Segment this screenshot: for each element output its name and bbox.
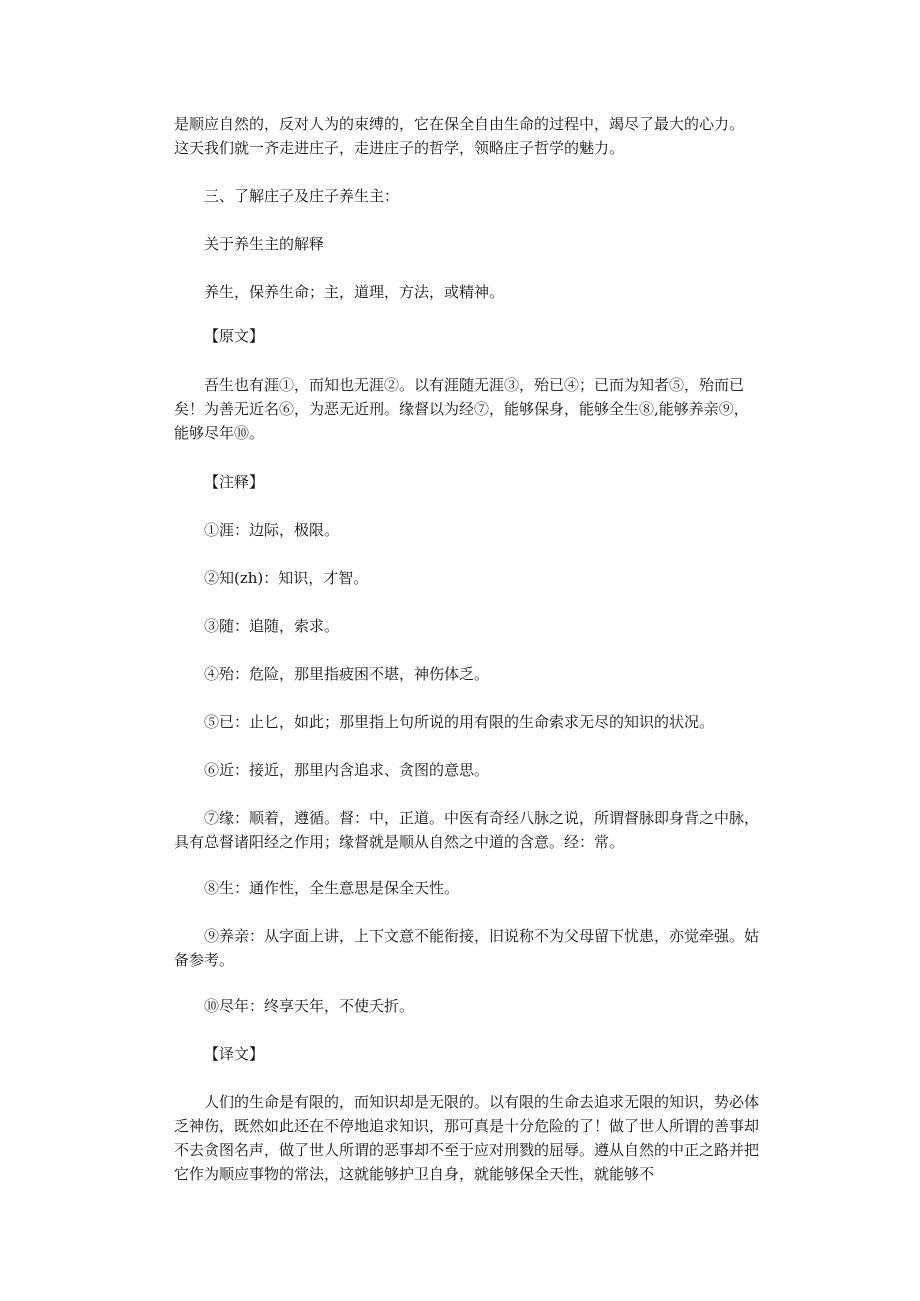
yiwen-heading: 【译文】 (204, 1045, 265, 1063)
note-4: ④殆：危险，那里指疲困不堪，神伤体乏。 (204, 665, 490, 683)
note-2: ②知(zh)：知识，才智。 (204, 569, 369, 587)
note-1: ①涯：边际，极限。 (204, 521, 340, 539)
note-5: ⑤已：止匕，如此；那里指上句所说的用有限的生命索求无尽的知识的状况。 (204, 713, 715, 731)
yuanwen-heading: 【原文】 (204, 327, 265, 345)
intro-line-2: 这天我们就一齐走进庄子，走进庄子的哲学，领略庄子哲学的魅力。 (174, 139, 625, 157)
note-3: ③随：追随，索求。 (204, 617, 340, 635)
note-6: ⑥近：接近，那里内含追求、贪图的意思。 (204, 761, 490, 779)
about-text: 养生，保养生命；主，道理，方法，或精神。 (204, 283, 505, 301)
zhushi-heading: 【注释】 (204, 473, 265, 491)
note-7: ⑦缘：顺着，遵循。督：中，正道。中医有奇经八脉之说，所谓督脉即身背之中脉，具有总督诸阳经之作用；缘督就是顺从自然之中道的含意。经：常。 (174, 809, 760, 851)
yiwen-text: 人们的生命是有限的，而知识却是无限的。以有限的生命去追求无限的知识，势必体乏神伤，既然如此还在不停地追求知识，那可真是十分危险的了！做了世人所谓的善事却不去贪图名声，做了世人所谓的恶事却不至于应对刑戮的屈辱。遵从自然的中正之路并把它作为顺应事物的常法，这就能够护卫自身，就能够保全天性，就能够不 (174, 1093, 760, 1183)
note-8: ⑧生：通作性，全生意思是保全天性。 (204, 879, 460, 897)
about-title: 关于养生主的解释 (204, 235, 325, 253)
section-heading-3: 三、了解庄子及庄子养生主： (204, 187, 400, 205)
note-10: ⑩尽年：终享天年，不使夭折。 (204, 997, 415, 1015)
yuanwen-text: 吾生也有涯①，而知也无涯②。以有涯随无涯③，殆已④；已而为知者⑤，殆而已矣！为善无近名⑥，为恶无近刑。缘督以为经⑦，能够保身，能够全生⑧,能够养亲⑨，能够尽年⑩。 (174, 376, 749, 442)
intro-line-1: 是顺应自然的，反对人为的束缚的，它在保全自由生命的过程中，竭尽了最大的心力。 (174, 115, 745, 133)
note-9: ⑨养亲：从字面上讲，上下文意不能衔接，旧说称不为父母留下忧患，亦觉牵强。姑备参考。 (174, 927, 760, 969)
